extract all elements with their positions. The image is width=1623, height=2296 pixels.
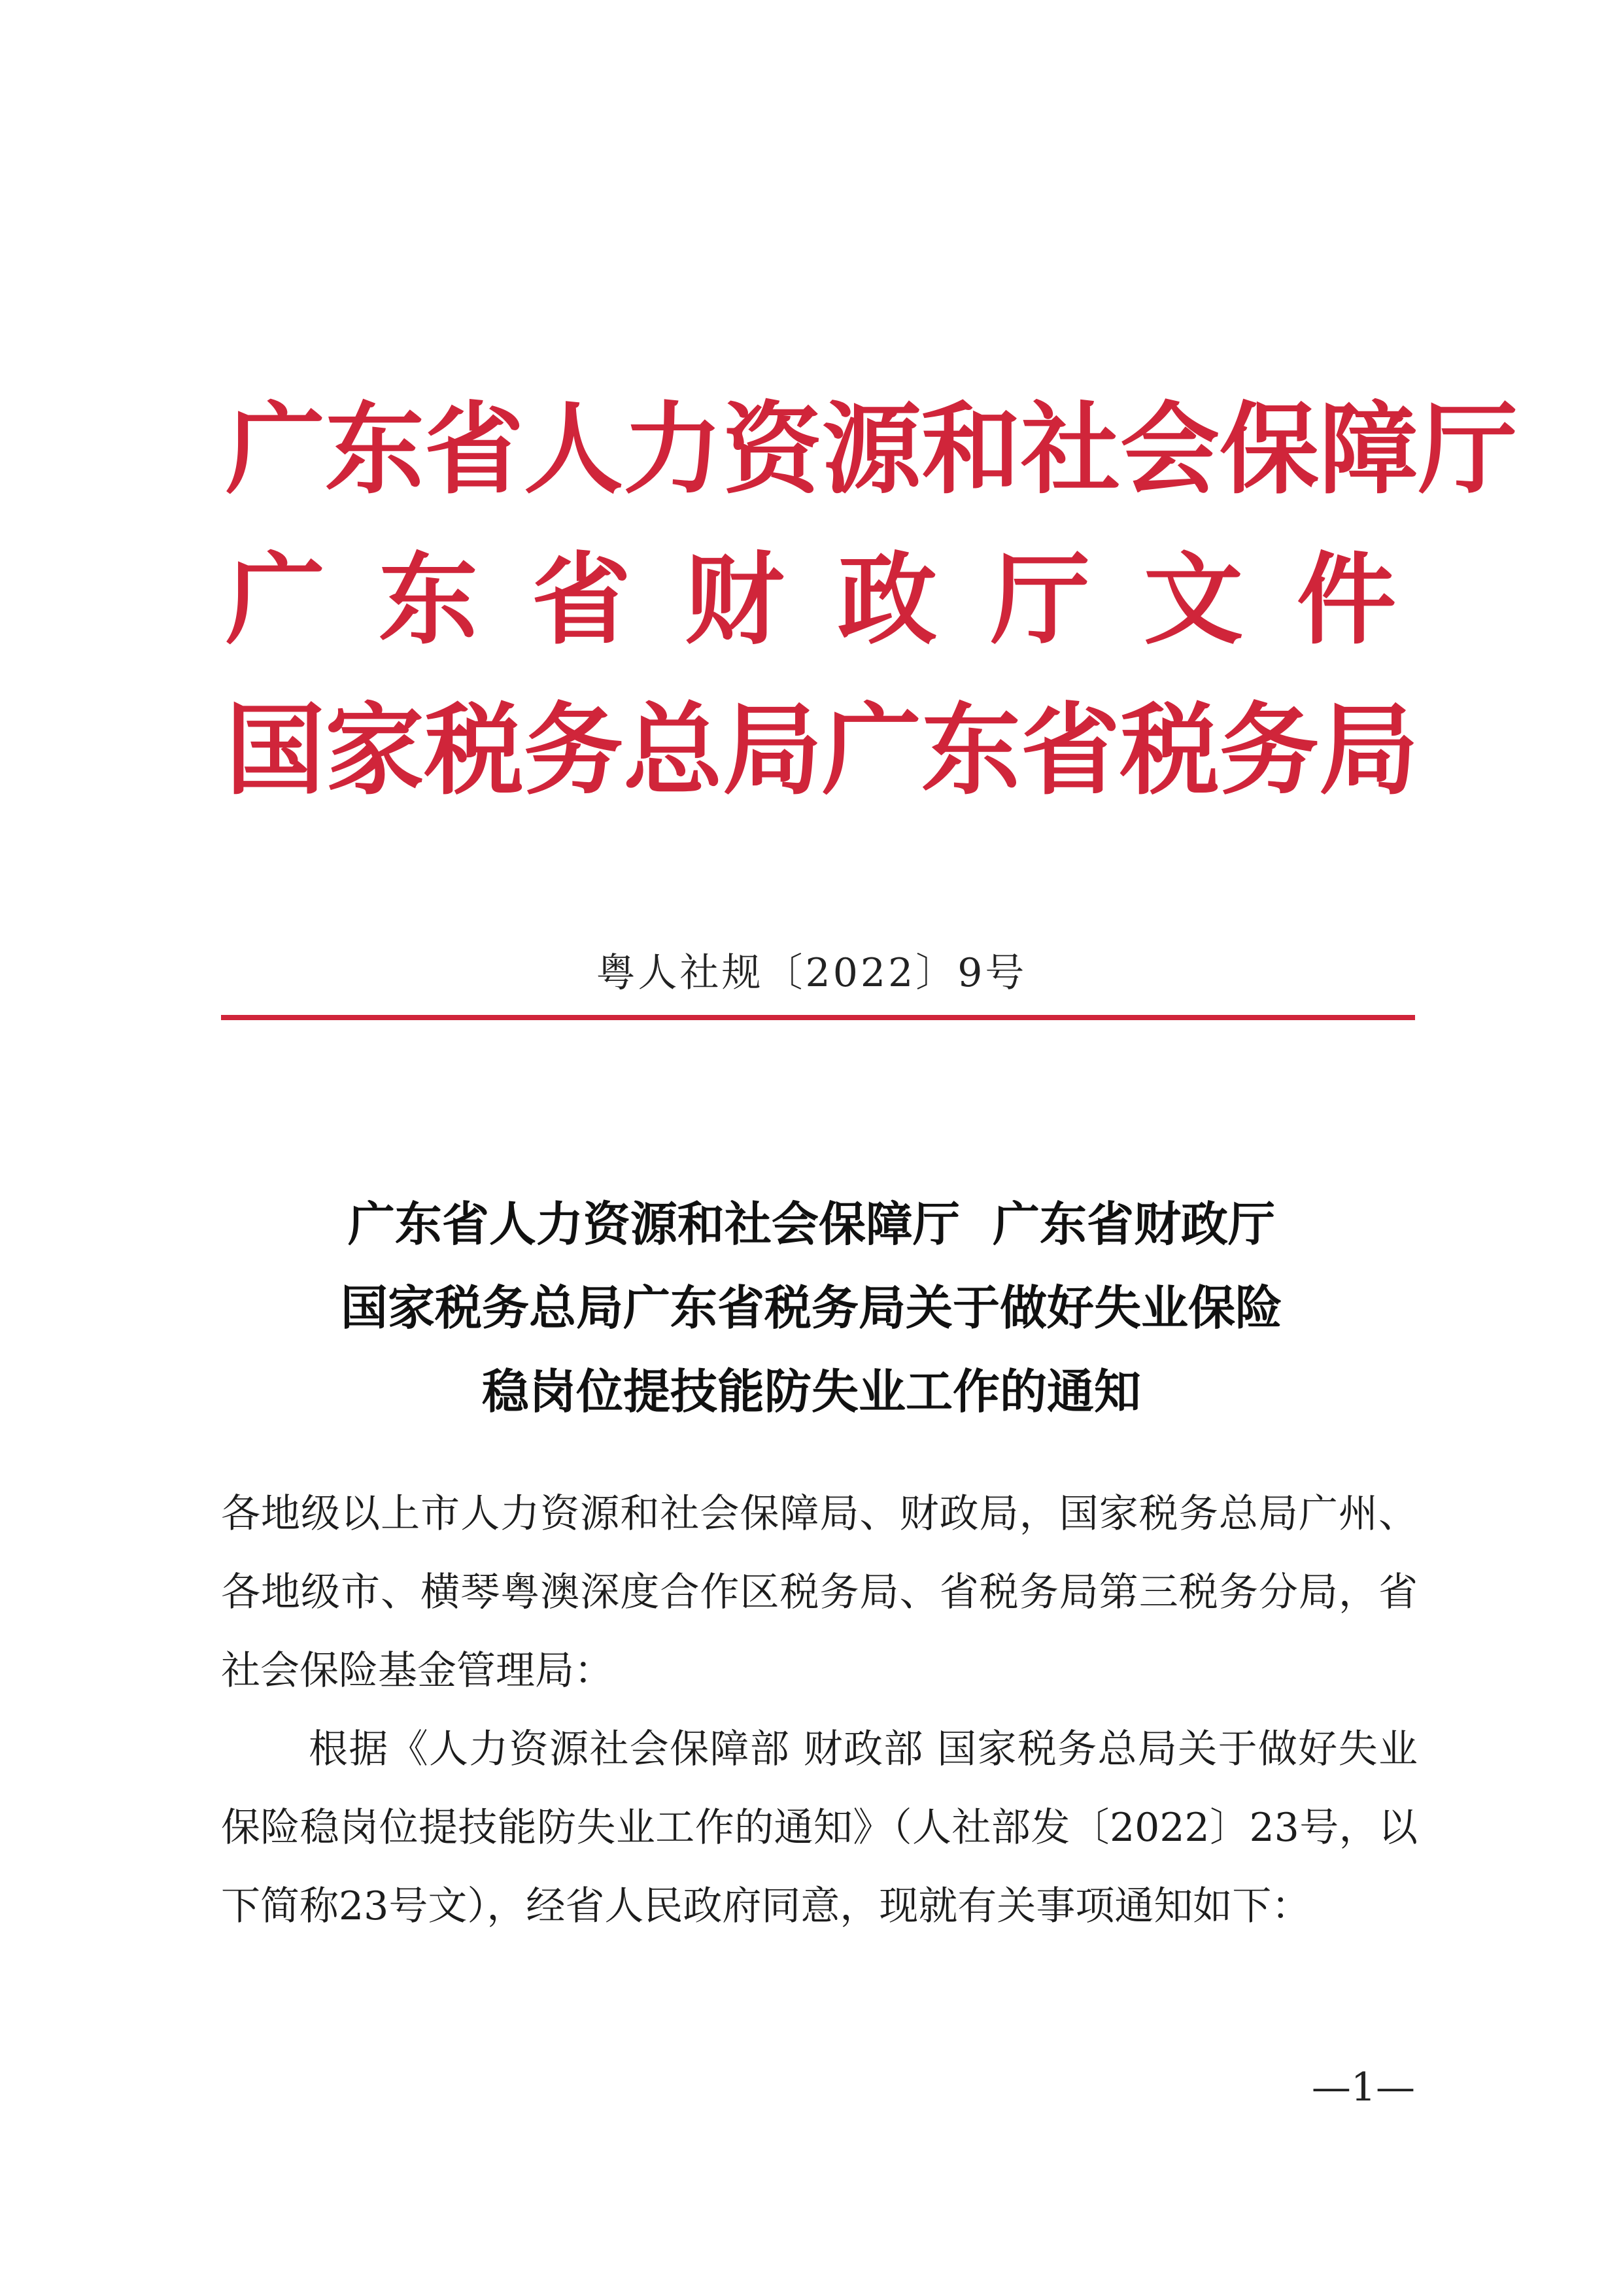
issuer-char: 省 (532, 542, 631, 658)
recipients-paragraph: 各地级以上市人力资源和社会保障局、财政局，国家税务总局广州、各地级市、横琴粤澳深度合作区税务局、省税务局第三税务分局，省社会保险基金管理局： (221, 1491, 1418, 1694)
page-number: —1— (1311, 2065, 1415, 2110)
red-divider (221, 1015, 1415, 1020)
title-line-2: 国家税务总局广东省税务局关于做好失业保险 (340, 1280, 1282, 1335)
issuer-line-finance (226, 542, 1396, 658)
issuer-line-tax: 国家税务总局广东省税务局 (226, 693, 1418, 808)
document-number: 粤人社规〔2022〕9号 (596, 950, 1027, 996)
body-paragraph: 根据《人力资源社会保障部 财政部 国家税务总局关于做好失业保险稳岗位提技能防失业工作的通知》（人社部发〔2022〕23号，以下简称23号文），经省人民政府同意，现就有关事项通知如下： (221, 1726, 1418, 1929)
issuer-char: 东 (379, 542, 478, 658)
issuer-char: 件 (1297, 542, 1396, 658)
issuer-char: 广 (226, 542, 325, 658)
issuer-char: 厅 (991, 542, 1090, 658)
issuer-line-hrss: 广东省人力资源和社会保障厅 (226, 392, 1518, 507)
issuer-char: 财 (685, 542, 784, 658)
title-line-3: 稳岗位提技能防失业工作的通知 (481, 1364, 1141, 1419)
issuer-char: 政 (838, 542, 937, 658)
title-line-1: 广东省人力资源和社会保障厅 广东省财政厅 (347, 1197, 1276, 1252)
issuer-char: 文 (1144, 542, 1243, 658)
document-title (0, 1182, 1623, 1433)
